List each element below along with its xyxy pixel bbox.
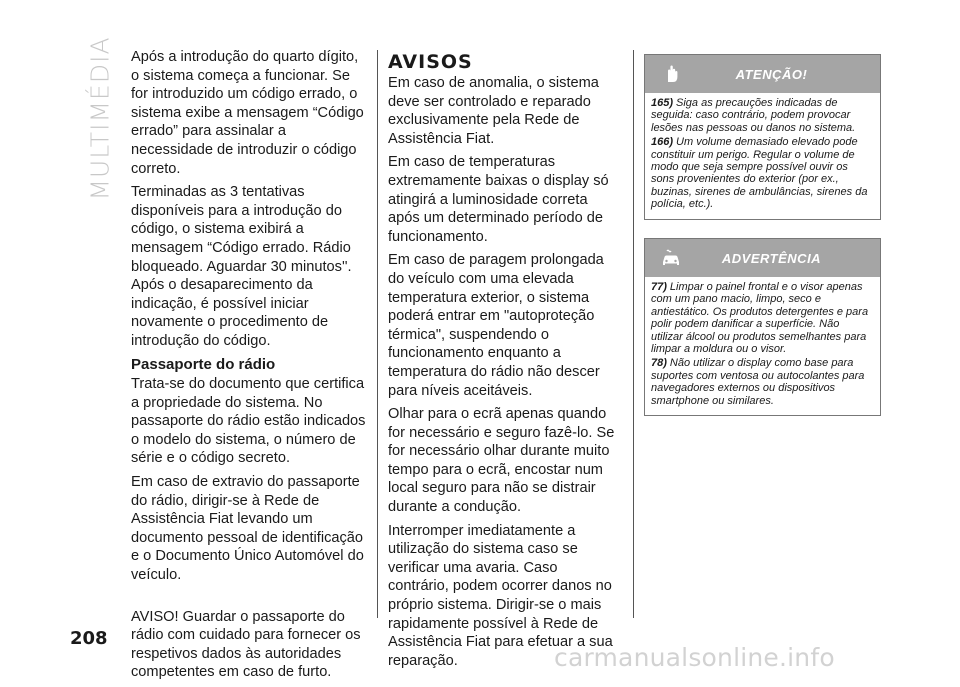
- paragraph: Olhar para o ecrã apenas quando for necessário e seguro fazê-lo. Se for necessário olhar durante muito tempo para o ecrã, encostar num local seguro para não se distrair durante a condução.: [388, 406, 615, 516]
- paragraph: Em caso de temperaturas extremamente baixas o display só atingirá a luminosidade correta após um determinado período de funcionamento.: [388, 154, 609, 245]
- notice-item: [651, 357, 874, 407]
- page-number: 208: [70, 628, 108, 649]
- paragraph: Em caso de paragem prolongada do veículo com uma elevada temperatura exterior, o sistema poderá entrar em "autoproteção térmica", suspendendo o funcionamento enquanto a temperatura do rádio não descer para níveis aceitáveis.: [388, 252, 604, 399]
- notice-number: 78): [651, 357, 667, 370]
- section-side-label: [80, 35, 120, 201]
- column-left: [131, 48, 366, 687]
- column-divider: [633, 50, 634, 618]
- section-side-label-text: MULTIMÉDIA: [85, 35, 115, 201]
- section-subheading: Passaporte do rádio: [131, 355, 276, 373]
- paragraph: Em caso de extravio do passaporte do rádio, dirigir-se à Rede de Assistência Fiat levando um documento pessoal de identificação e o Documento Único Automóvel do veículo.: [131, 474, 364, 584]
- column-middle: [388, 48, 620, 675]
- column-divider: [377, 50, 378, 618]
- paragraph: Interromper imediatamente a utilização do sistema caso se verificar uma avaria. Caso contrário, podem ocorrer danos no próprio sistema. Dirigir-se o mais rapidamente possível à Rede de Assistência Fiat para efetuar a sua reparação.: [388, 522, 613, 669]
- paragraph: AVISO! Guardar o passaporte do rádio com cuidado para fornecer os respetivos dados às autoridades competentes em caso de furto.: [131, 608, 361, 681]
- notice-number: 165): [651, 97, 674, 109]
- notice-text: Siga as precauções indicadas de seguida: caso contrário, podem provocar lesões nas pessoas ou danos no sistema.: [651, 97, 856, 134]
- warning-body: [645, 277, 880, 415]
- section-heading: AVISOS: [388, 51, 473, 73]
- paragraph: Trata-se do documento que certifica a propriedade do sistema. No passaporte do rádio estão indicados o modelo do sistema, o número de série e o código secreto.: [131, 376, 366, 467]
- attention-box: [644, 54, 881, 220]
- notice-text: Um volume demasiado elevado pode constituir um perigo. Regular o volume de modo que seja sempre possível ouvir os sons provenientes do exterior (por ex., buzinas, sirenes de ambulâncias, sirenes da polícia, etc.).: [651, 136, 868, 211]
- warning-title: ADVERTÊNCIA: [721, 250, 822, 266]
- notice-number: 77): [651, 281, 667, 293]
- notice-text: Limpar o painel frontal e o visor apenas com um pano macio, limpo, seco e antiestático. Os produtos detergentes e para polir podem danificar a superfície. Não utilizar álcool ou produtos semelhantes para limpar a moldura ou o visor.: [651, 281, 869, 356]
- paragraph: Terminadas as 3 tentativas disponíveis para a introdução do código, o sistema exibirá a mensagem “Código errado. Rádio bloqueado. Aguardar 30 minutos''. Após o desaparecimento da indicação, é possível iniciar novamente o procedimento de introdução do código.: [131, 184, 352, 349]
- notice-number: 166): [651, 136, 674, 149]
- attention-title: ATENÇÃO!: [735, 66, 808, 82]
- warning-header: [645, 239, 880, 277]
- warning-box: [644, 238, 881, 416]
- attention-body: [645, 93, 880, 219]
- watermark: carmanualsonline.info: [554, 643, 835, 672]
- notice-text: Não utilizar o display como base para suportes com ventosa ou autocolantes para navegadores externos ou dispositivos smartphone ou similares.: [651, 357, 865, 407]
- car-warning-icon: [659, 246, 683, 270]
- notice-item: [651, 97, 874, 134]
- paragraph: Em caso de anomalia, o sistema deve ser controlado e reparado exclusivamente pela Rede de Assistência Fiat.: [388, 75, 599, 147]
- hand-warning-icon: [659, 62, 683, 86]
- paragraph: Após a introdução do quarto dígito, o sistema começa a funcionar. Se for introduzido um código errado, o sistema exibe a mensagem “Código errado” para assinalar a necessidade de introduzir o código correto.: [131, 49, 364, 177]
- attention-header: [645, 55, 880, 93]
- notice-item: [651, 136, 874, 210]
- notice-item: [651, 281, 874, 355]
